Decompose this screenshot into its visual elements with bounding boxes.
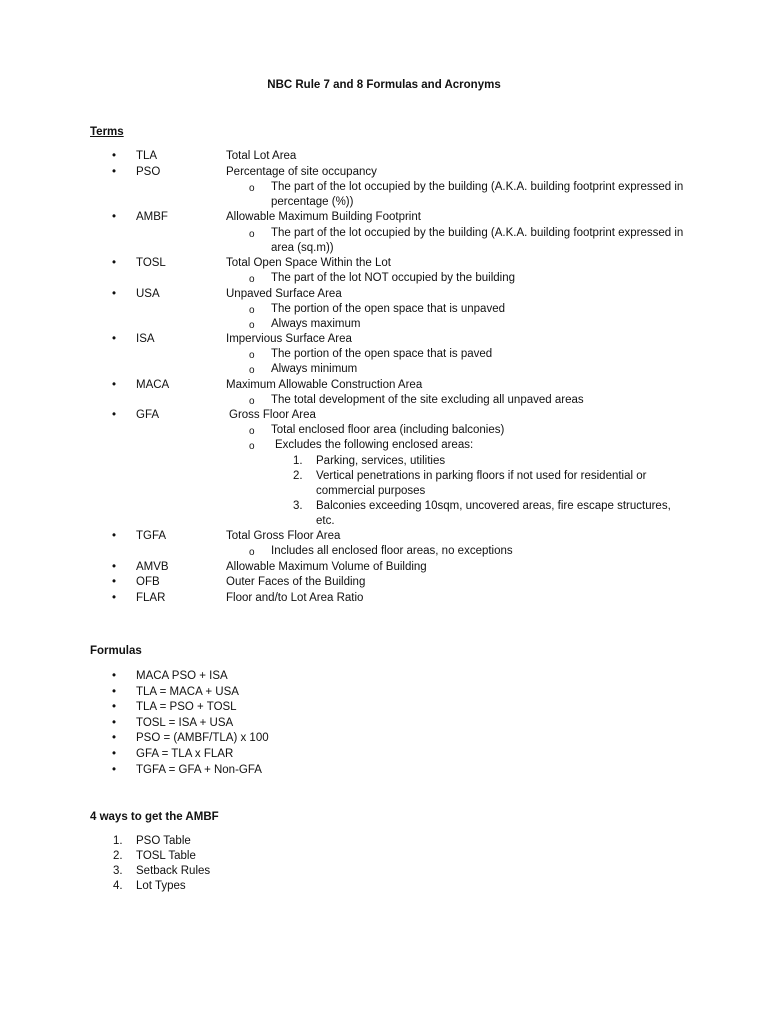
sub-list-item: etc. [316,515,335,527]
term-note: The portion of the open space that is paved [271,348,493,360]
bullet [112,591,116,606]
term-abbr: OFB [136,576,160,588]
bullet [112,575,116,590]
bullet [112,408,116,423]
term-note: Total enclosed floor area (including balconies) [271,424,505,436]
term-definition: Total Gross Floor Area [226,530,341,542]
sub-bullet: o [249,320,255,331]
sub-bullet: o [249,365,255,376]
term-definition: Floor and/to Lot Area Ratio [226,592,364,604]
way-item: Setback Rules [136,865,211,877]
term-abbr: MACA [136,379,170,391]
term-note: The portion of the open space that is unpaved [271,303,505,315]
sub-bullet: o [249,396,255,407]
way-item: Lot Types [136,880,186,892]
term-note: The total development of the site excluding all unpaved areas [271,394,584,406]
list-number: 2. [113,850,123,862]
formula-item: TOSL = ISA + USA [136,717,234,729]
bullet [112,256,116,271]
sub-bullet: o [249,229,255,240]
term-note: The part of the lot occupied by the building (A.K.A. building footprint expressed in [271,181,684,193]
sub-bullet: o [249,183,255,194]
sub-bullet: o [249,426,255,437]
sub-bullet: o [249,305,255,316]
bullet [112,529,116,544]
bullet [112,747,116,762]
term-definition: Impervious Surface Area [226,333,352,345]
bullet [112,685,116,700]
sub-list-item: Vertical penetrations in parking floors if not used for residential or [316,470,647,482]
formula-item: PSO = (AMBF/TLA) x 100 [136,732,269,744]
term-abbr: FLAR [136,592,166,604]
list-number: 4. [113,880,123,892]
term-note: The part of the lot occupied by the building (A.K.A. building footprint expressed in [271,227,684,239]
term-definition: Gross Floor Area [229,409,316,421]
document-title: NBC Rule 7 and 8 Formulas and Acronyms [267,79,501,91]
way-item: TOSL Table [136,850,196,862]
term-note: Always minimum [271,363,358,375]
formula-item: MACA PSO + ISA [136,670,228,682]
sub-bullet: o [249,274,255,285]
terms-heading: Terms [90,126,124,138]
bullet [112,700,116,715]
bullet [112,378,116,393]
bullet [112,763,116,778]
term-definition: Total Open Space Within the Lot [226,257,391,269]
term-abbr: TGFA [136,530,167,542]
sub-list-number: 3. [293,500,303,512]
sub-bullet: o [249,350,255,361]
term-note: Always maximum [271,318,361,330]
term-definition: Percentage of site occupancy [226,166,377,178]
term-abbr: USA [136,288,160,300]
bullet [112,669,116,684]
term-abbr: AMVB [136,561,169,573]
formula-item: GFA = TLA x FLAR [136,748,234,760]
term-definition: Unpaved Surface Area [226,288,342,300]
sub-list-number: 1. [293,455,303,467]
formula-item: TLA = MACA + USA [136,686,239,698]
bullet [112,165,116,180]
term-definition: Maximum Allowable Construction Area [226,379,423,391]
way-item: PSO Table [136,835,191,847]
list-number: 3. [113,865,123,877]
bullet [112,149,116,164]
sub-list-item: Balconies exceeding 10sqm, uncovered areas, fire escape structures, [316,500,671,512]
list-number: 1. [113,835,123,847]
term-abbr: TLA [136,150,158,162]
term-definition: Allowable Maximum Volume of Building [226,561,427,573]
sub-list-item: commercial purposes [316,485,426,497]
term-definition: Allowable Maximum Building Footprint [226,211,421,223]
term-note: Includes all enclosed floor areas, no exceptions [271,545,513,557]
term-abbr: TOSL [136,257,166,269]
term-definition: Total Lot Area [226,150,297,162]
term-abbr: ISA [136,333,155,345]
term-note: The part of the lot NOT occupied by the building [271,272,515,284]
bullet [112,210,116,225]
term-note: Excludes the following enclosed areas: [275,439,474,451]
term-definition: Outer Faces of the Building [226,576,366,588]
sub-bullet: o [249,441,255,452]
bullet [112,560,116,575]
term-abbr: PSO [136,166,161,178]
sub-list-item: Parking, services, utilities [316,455,446,467]
term-abbr: AMBF [136,211,168,223]
formulas-heading: Formulas [90,645,142,657]
sub-bullet: o [249,547,255,558]
bullet [112,332,116,347]
bullet [112,287,116,302]
term-note: percentage (%)) [271,196,354,208]
bullet [112,731,116,746]
formula-item: TLA = PSO + TOSL [136,701,237,713]
term-abbr: GFA [136,409,160,421]
term-note: area (sq.m)) [271,242,334,254]
formula-item: TGFA = GFA + Non-GFA [136,764,262,776]
sub-list-number: 2. [293,470,303,482]
bullet [112,716,116,731]
ways-heading: 4 ways to get the AMBF [90,811,219,823]
